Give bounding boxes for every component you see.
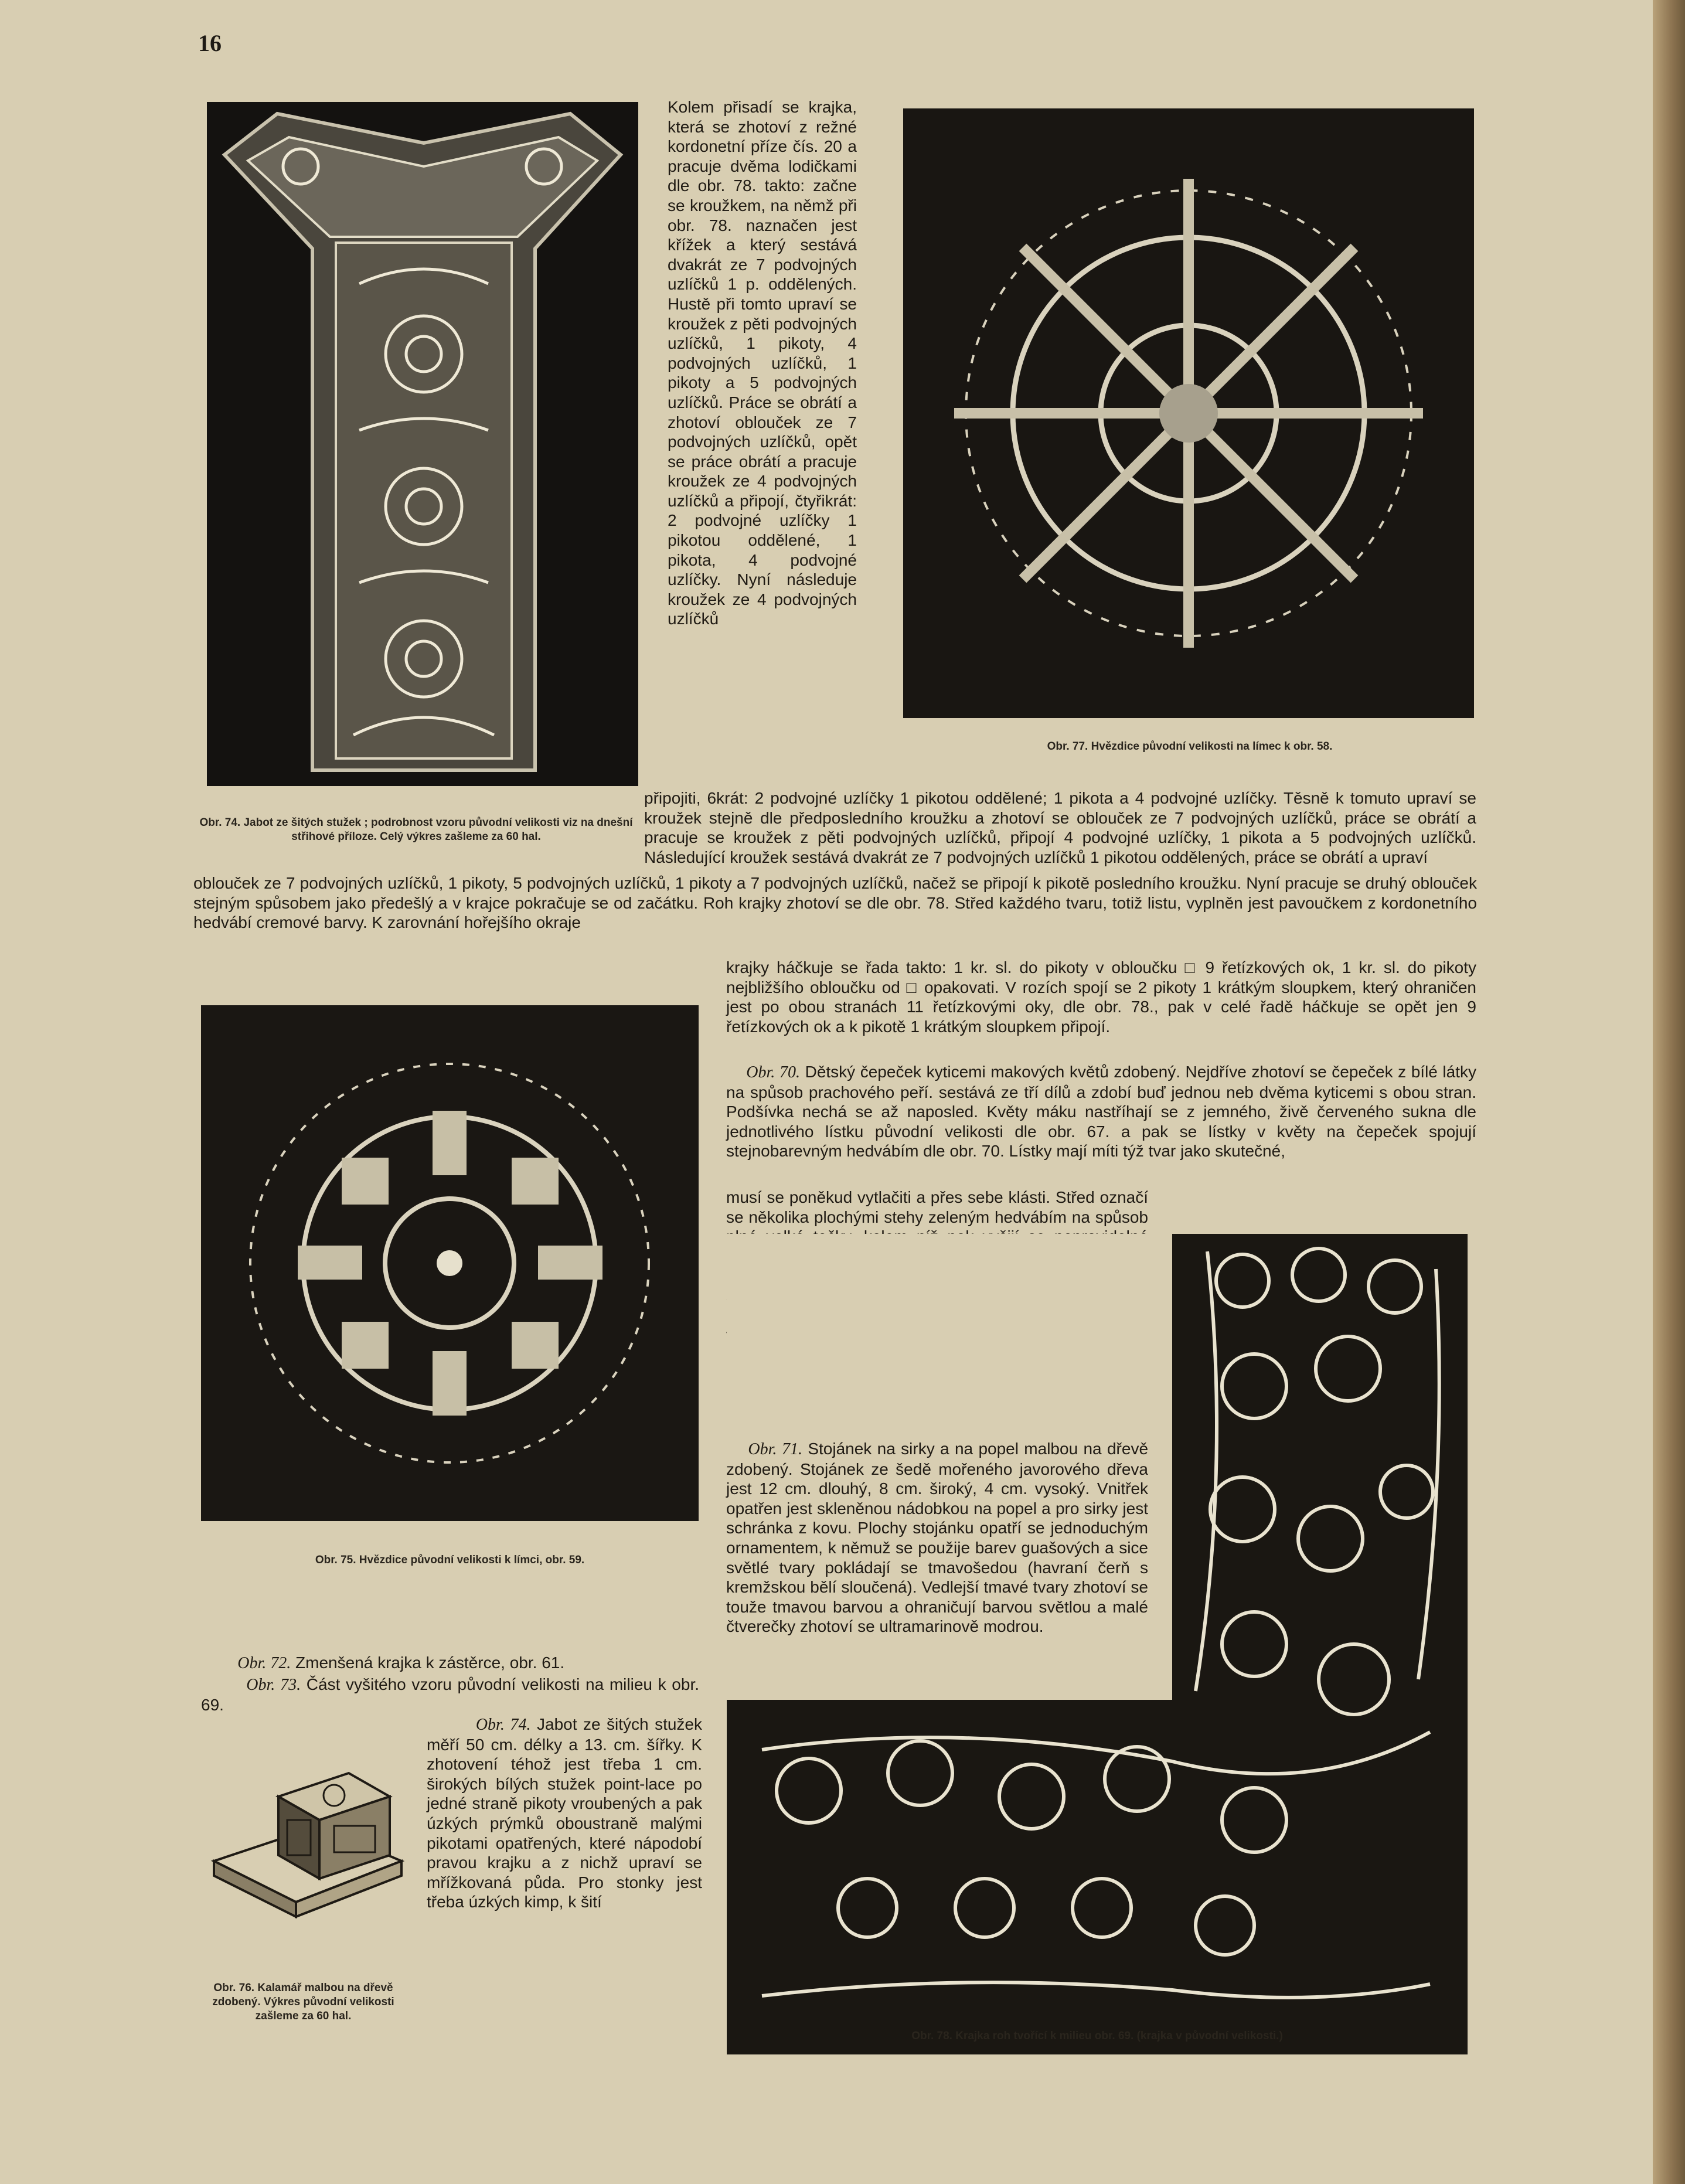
text-block-right: krajky háčkuje se řada takto: 1 kr. sl. do pikoty v obloučku □ 9 řetízkových ok, 1 kr. sl. do pikoty nejbližšího obloučku od □ opakovati. V rozích spojí se 2 pikoty 1 krátkým sloupkem, který ohraničen jest po obou stranách 11 řetízkovými oky, dle obr. 78., pak v celé řadě háčkuje se opět jen 9 řetízkových ok a k pikotě 1 krátkým sloupkem připojí.: [726, 958, 1476, 1036]
jabot-illustration: [207, 102, 638, 786]
text-block-full: oblouček ze 7 podvojných uzlíčků, 1 pikoty, 5 podvojných uzlíčků, 1 pikoty a 7 podvojných uzlíčků, načež se připojí k pikotě posledního kroužku. Nyní pracuje se druhý oblouček stejným spůsobem jako předešlý a v krajce pokračuje se od začátku. Roh krajky zhotoví se dle obr. 78. Střed každého tvaru, totiž listu, vyplněn jest pavoučkem z kordonetního hedvábí cremové barvy. K zarovnání hořejšího okraje: [193, 874, 1477, 932]
obr70-paragraph: [726, 1062, 1476, 1161]
obr71-text: Stojánek na sirky a na popel malbou na dřevě zdobený. Stojánek ze šedě mořeného javorového dřeva jest 12 cm. dlouhý, 8 cm. široký, 4 cm. vysoký. Vnitřek opatřen jest skleněnou nádobkou na popel a pro sirky jest schránka z kovu. Plochy stojánku opatří se jednoduchým ornamentem, k němuž se použije barev guašových a sice světlé tvary pokládají se tmavošedou (havraní čerň s kremžskou bělí sloučená). Vedlejší tmavé tvary zhotoví se touže tmavou barvou a ohraničují barvou světlou a malé čtverečky zhotoví se ultramarinově modrou.: [726, 1440, 1149, 1636]
figure-75-caption: Obr. 75. Hvězdice původní velikosti k límci, obr. 59.: [315, 1554, 585, 1566]
obr74-paragraph: [427, 1714, 702, 1912]
obr70-text: Dětský čepeček kyticemi makových květů zdobený. Nejdříve zhotoví se čepeček z bílé látky na spůsob prachového peří. sestává ze tří dílů a zdobí buď jednou neb dvěma kyticemi s obou stran. Podšívka nechá se až naposled. Květy máku nastříhají se z jemného, živě červeného sukna dle jednotlivého lístku původní velikosti dle obr. 67. a pak se lístky v květy na čepeček spojují stejnobarevným hedvábím dle obr. 70. Lístky mají míti týž tvar jako skutečné,: [726, 1063, 1476, 1161]
figure-77-star: [903, 108, 1474, 718]
obr70-continuation: musí se poněkud vytlačiti a přes sebe klásti. Střed označí se několika plochými stehy zeleným hedvábím na spůsob: [726, 1188, 1148, 1226]
obr71-label: Obr. 71.: [748, 1440, 802, 1458]
figure-74-jabot: [207, 102, 638, 786]
figure-78-lace-corner: [727, 1234, 1468, 2054]
star-75-illustration: [201, 1005, 699, 1521]
obr70-label: Obr. 70.: [746, 1063, 801, 1081]
inkstand-illustration: [202, 1744, 413, 1920]
figure-76-inkstand: [202, 1744, 413, 1920]
lace-corner-illustration: [727, 1234, 1468, 2054]
figure-78-caption: Obr. 78. Krajka roh tvořící k milieu obr. 69. (krajka v původní velikosti.): [911, 2030, 1283, 2042]
obr72-label: Obr. 72.: [237, 1654, 291, 1672]
obr74-text: Jabot ze šitých stužek měří 50 cm. délky a 13. cm. šířky. K zhotovení téhož jest třeba 1 cm. širokých bílých stužek point-lace po jedné straně pikoty vroubených a pak úzkých prýmků oboustraně malými pikotami opatřených, které nápodobí pravou krajku a z nichž upraví se mřížkovaná půda. Pro stonky jest třeba úzkých kimp, k šití: [427, 1715, 703, 1911]
obr73-label: Obr. 73.: [246, 1676, 301, 1694]
figure-77-caption: Obr. 77. Hvězdice původní velikosti na límec k obr. 58.: [1047, 740, 1333, 753]
obr72-text: Zmenšená krajka k zástěrce, obr. 61.: [295, 1654, 565, 1672]
obr71-paragraph: [726, 1439, 1148, 1637]
page-edge: [1653, 0, 1685, 2184]
text-column-narrow: Kolem přisadí se krajka, která se zhotoví z režné kordonetní příze čís. 20 a pracuje dvěma lodičkami dle obr. 78. takto: začne se kroužkem, na němž při obr. 78. naznačen jest křížek a který sestává dvakrát ze 7 podvojných uzlíčků 1 p. oddělených. Hustě při tomto upraví se kroužek z pěti podvojných uzlíčků, 1 pikoty, 4 podvojných uzlíčků, 1 pikoty a 5 podvojných uzlíčků. Práce se obrátí a zhotoví oblouček ze 7 podvojných uzlíčků, opět se práce obrátí a pracuje kroužek ze 4 podvojných uzlíčků a připojí, čtyřikrát: 2 podvojné uzlíčky 1 pikotou oddělené, 1 pikota, 4 podvojné uzlíčky. Nyní následuje kroužek ze 4 podvojných uzlíčků: [668, 98, 857, 628]
text-block-mid: připojiti, 6krát: 2 podvojné uzlíčky 1 pikotou oddělené; 1 pikota a 4 podvojné uzlíčky. Těsně k tomuto upraví se kroužek stejně dle předposledního kroužku a zhotoví se oblouček ze 7 podvojných uzlíčků, práce se obrátí a pracuje se kroužek z pěti podvojných uzlíčků, připojí 4 podvojné uzlíčky, 1 pikota a 5 podvojných uzlíčků. Následující kroužek sestává dvakrát ze 7 podvojných uzlíčků 1 pikotou oddělených, práce se obrátí a upraví: [644, 789, 1476, 866]
obr74-label: Obr. 74.: [475, 1716, 531, 1734]
obr72-paragraph: [201, 1653, 699, 1673]
star-77-illustration: [903, 108, 1474, 718]
figure-74-caption: Obr. 74. Jabot ze šitých stužek ; podrobnost vzoru původní velikosti viz na dnešní střihové příloze. Celý výkres zašleme za 60 hal.: [199, 817, 633, 843]
figure-76-caption: Obr. 76. Kalamář malbou na dřevě zdobený. Výkres původní velikosti zašleme za 60 hal.: [212, 1982, 394, 2022]
obr73-text: Část vyšitého vzoru původní velikosti na milieu k obr. 69.: [201, 1675, 700, 1714]
page-number: 16: [198, 30, 222, 56]
figure-75-star: [201, 1005, 699, 1521]
obr73-paragraph: [201, 1675, 699, 1714]
